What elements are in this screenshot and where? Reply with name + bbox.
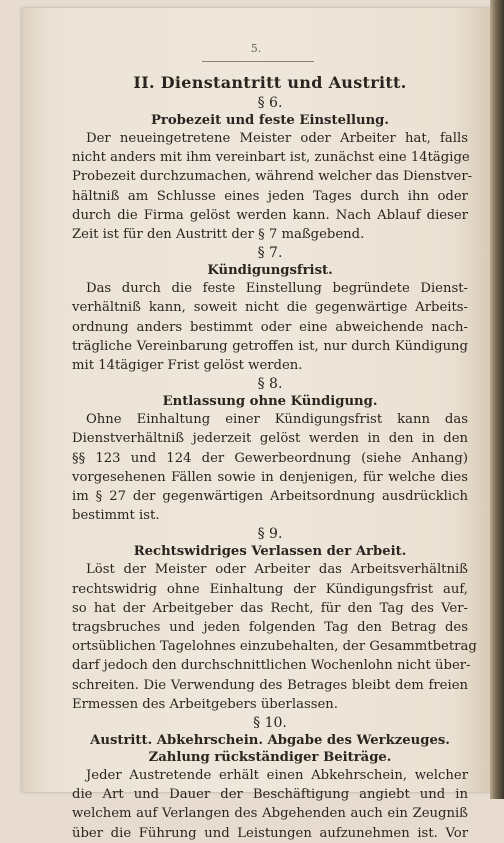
- text-line: bestimmt ist.: [72, 508, 160, 524]
- text-line: Ermessen des Arbeitgebers überlassen.: [72, 696, 338, 712]
- document-page: [22, 8, 490, 841]
- book-spine-edge: [490, 0, 504, 799]
- section-number: § 10.: [253, 715, 287, 732]
- section-heading: Entlassung ohne Kündigung.: [162, 394, 378, 410]
- text-line: darf jedoch den durchschnittlichen Wochenlohn nicht über-: [72, 658, 471, 674]
- text-line: Dienstverhältniß jederzeit gelöst werden in den in den: [72, 431, 468, 447]
- text-line: mit 14tägiger Frist gelöst werden.: [72, 358, 303, 374]
- chapter-title: II. Dienstantritt und Austritt.: [133, 73, 407, 92]
- text-line: Probezeit durchzumachen, während welcher das Dienstver-: [72, 169, 473, 185]
- text-line: rechtswidrig ohne Einhaltung der Kündigungsfrist auf,: [72, 581, 468, 597]
- text-line: nicht anders mit ihm vereinbart ist, zunächst eine 14tägige: [72, 150, 470, 166]
- text-line: Ohne Einhaltung einer Kündigungsfrist kann das: [86, 412, 468, 428]
- text-line: durch die Firma gelöst werden kann. Nach Ablauf dieser: [72, 207, 468, 223]
- text-line: tragsbruches und jeden folgenden Tag den Betrag des: [72, 620, 468, 636]
- section-number: § 9.: [257, 526, 283, 543]
- section-body: [72, 279, 468, 375]
- text-line: Der neueingetretene Meister oder Arbeiter hat, falls: [86, 131, 468, 146]
- text-line: Löst der Meister oder Arbeiter das Arbeitsverhältniß: [86, 562, 468, 578]
- text-line: §§ 123 und 124 der Gewerbeordnung (siehe Anhang): [72, 450, 468, 466]
- text-line: verhältniß kann, soweit nicht die gegenwärtige Arbeits-: [72, 300, 468, 316]
- text-line: trägliche Vereinbarung getroffen ist, nur durch Kündigung: [72, 338, 468, 354]
- text-line: hältniß am Schlusse eines jeden Tages durch ihn oder: [72, 188, 468, 204]
- section-body: [72, 129, 473, 244]
- section-heading: Austritt. Abkehrschein. Abgabe des Werkzeuges.: [90, 733, 450, 749]
- page-content: [72, 72, 477, 843]
- text-line: Das durch die feste Einstellung begründete Dienst-: [86, 281, 468, 297]
- text-line: schreiten. Die Verwendung des Betrages bleibt dem freien: [72, 677, 468, 693]
- section-number: § 7.: [257, 245, 283, 262]
- text-line: über die Führung und Leistungen aufzunehmen ist. Vor: [72, 825, 468, 841]
- text-line: ortsüblichen Tagelohnes einzubehalten, der Gesammtbetrag: [72, 639, 477, 655]
- text-line: so hat der Arbeitgeber das Recht, für den Tag des Ver-: [72, 600, 468, 616]
- text-line: im § 27 der gegenwärtigen Arbeitsordnung ausdrücklich: [72, 489, 468, 505]
- text-line: die Art und Dauer der Beschäftigung angiebt und in: [72, 787, 468, 803]
- text-line: vorgesehenen Fällen sowie in denjenigen, für welche dies: [72, 469, 468, 485]
- section-body: [72, 560, 477, 714]
- section-body: [72, 410, 468, 525]
- header-rule: [202, 61, 314, 62]
- section-heading: Probezeit und feste Einstellung.: [151, 113, 389, 128]
- page-number: 5.: [250, 42, 262, 55]
- text-line: Zeit ist für den Austritt der § 7 maßgebend.: [72, 227, 365, 243]
- section-heading: Rechtswidriges Verlassen der Arbeit.: [133, 544, 407, 560]
- section-number: § 6.: [257, 95, 283, 111]
- section-number: § 8.: [257, 376, 283, 393]
- section-heading: Kündigungsfrist.: [207, 263, 333, 279]
- section-body: [72, 766, 468, 843]
- text-line: ordnung anders bestimmt oder eine abweichende nach-: [72, 319, 468, 335]
- section-subheading: Zahlung rückständiger Beiträge.: [148, 750, 392, 766]
- text-line: welchem auf Verlangen des Abgehenden auch ein Zeugniß: [72, 806, 468, 822]
- text-line: Jeder Austretende erhält einen Abkehrschein, welcher: [86, 768, 468, 784]
